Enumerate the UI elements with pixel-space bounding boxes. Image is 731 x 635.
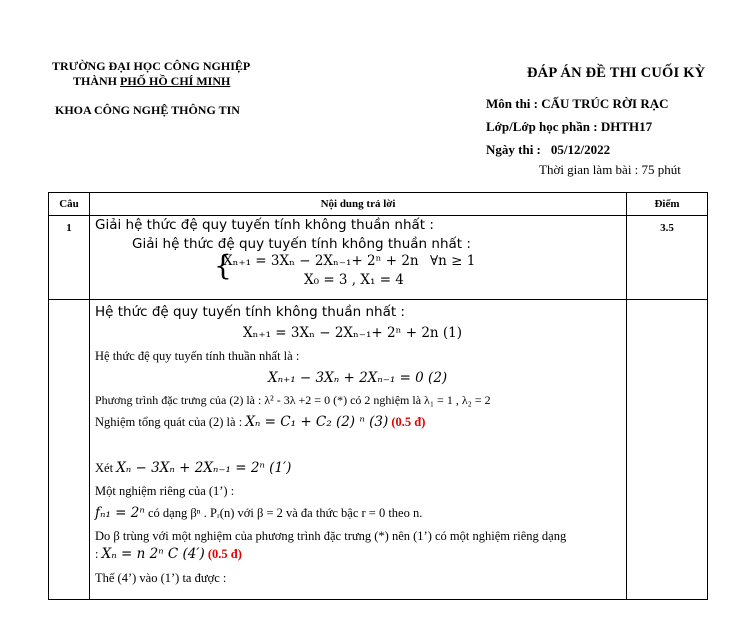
nonhomogeneous-equation: Xₙ − 3Xₙ + 2Xₙ₋₁ = 2ⁿ (1′) bbox=[116, 460, 292, 476]
answer-number-cell bbox=[49, 300, 90, 600]
answer-line-2: Hệ thức đệ quy tuyến tính thuần nhất là : bbox=[95, 349, 300, 363]
answer-line-9 bbox=[95, 546, 242, 562]
header-question: Câu bbox=[49, 193, 90, 216]
answer-line-4-text: Nghiệm tổng quát của (2) là : bbox=[95, 415, 246, 429]
answer-line-9-text: : bbox=[95, 547, 102, 561]
exam-date-value: 05/12/2022 bbox=[550, 142, 611, 157]
answer-line-5-text: Xét bbox=[95, 461, 117, 475]
answer-line-7 bbox=[95, 505, 422, 521]
points-badge: (0.5 đ) bbox=[391, 415, 426, 429]
points-badge: (0.5 đ) bbox=[207, 547, 242, 561]
question-prompt-inner: Giải hệ thức đệ quy tuyến tính không thuần nhất : bbox=[132, 236, 471, 252]
document-title: ĐÁP ÁN ĐỀ THI CUỐI KỲ bbox=[527, 65, 706, 81]
answer-equation-1: Xₙ₊₁ = 3Xₙ − 2Xₙ₋₁+ 2ⁿ + 2n (1) bbox=[243, 325, 463, 341]
school-name-line2-prefix: THÀNH bbox=[73, 74, 121, 88]
school-name-line2 bbox=[73, 74, 230, 89]
forall-condition: ∀n ≥ 1 bbox=[430, 253, 476, 269]
exam-date-label: Ngày thi : bbox=[486, 142, 541, 157]
answer-line-10: Thế (4’) vào (1’) ta được : bbox=[95, 571, 227, 585]
exam-date-line bbox=[486, 142, 610, 158]
faculty-name: KHOA CÔNG NGHỆ THÔNG TIN bbox=[55, 103, 240, 117]
table-row bbox=[49, 300, 708, 600]
general-solution: Xₙ = C₁ + C₂ (2) ⁿ (3) bbox=[245, 414, 389, 430]
subject-line: Môn thi : CẤU TRÚC RỜI RẠC bbox=[486, 96, 669, 111]
duration-line: Thời gian làm bài : 75 phút bbox=[539, 162, 681, 177]
answer-line-1: Hệ thức đệ quy tuyến tính không thuần nhất : bbox=[95, 304, 405, 320]
table-row bbox=[49, 216, 708, 300]
answer-line-7-text: có dạng βⁿ . Pᵣ(n) với β = 2 và đa thức bậc r = 0 theo n. bbox=[144, 506, 423, 520]
header-content: Nội dung trả lời bbox=[90, 193, 627, 216]
answer-line-6: Một nghiệm riêng của (1’) : bbox=[95, 484, 235, 498]
table-header-row bbox=[49, 193, 708, 216]
header-points: Điểm bbox=[627, 193, 708, 216]
school-name-line1: TRƯỜNG ĐẠI HỌC CÔNG NGHIỆP bbox=[52, 59, 251, 73]
answer-content bbox=[90, 300, 627, 600]
initial-conditions: X₀ = 3 , X₁ = 4 bbox=[304, 272, 404, 288]
particular-solution-form: Xₙ = n 2ⁿ C (4′) bbox=[101, 546, 205, 562]
question-number: 1 bbox=[49, 216, 90, 300]
answer-points-cell bbox=[627, 300, 708, 600]
class-line: Lớp/Lớp học phần : DHTH17 bbox=[486, 119, 653, 134]
question-prompt: Giải hệ thức đệ quy tuyến tính không thuần nhất : bbox=[95, 217, 434, 233]
question-points: 3.5 bbox=[627, 216, 708, 300]
answer-table bbox=[48, 192, 708, 600]
recurrence-equation: Xₙ₊₁ = 3Xₙ − 2Xₙ₋₁+ 2ⁿ + 2n bbox=[223, 253, 419, 269]
answer-line-3: Phương trình đặc trưng của (2) là : λ² - 3λ +2 = 0 (*) có 2 nghiệm là λ₁ = 1 , λ₂ = 2 bbox=[95, 393, 491, 407]
answer-line-4 bbox=[95, 414, 425, 430]
question-content bbox=[90, 216, 627, 300]
particular-term: fₙ₁ = 2ⁿ bbox=[95, 505, 145, 521]
answer-line-8: Do β trùng với một nghiệm của phương trình đặc trưng (*) nên (1’) có một nghiệm riêng dạng bbox=[95, 529, 567, 543]
answer-equation-2: Xₙ₊₁ − 3Xₙ + 2Xₙ₋₁ = 0 (2) bbox=[268, 370, 448, 386]
system-brace: { bbox=[214, 249, 232, 282]
school-name-line2-underlined: PHỐ HỒ CHÍ MINH bbox=[120, 74, 231, 88]
answer-line-5 bbox=[95, 460, 291, 476]
